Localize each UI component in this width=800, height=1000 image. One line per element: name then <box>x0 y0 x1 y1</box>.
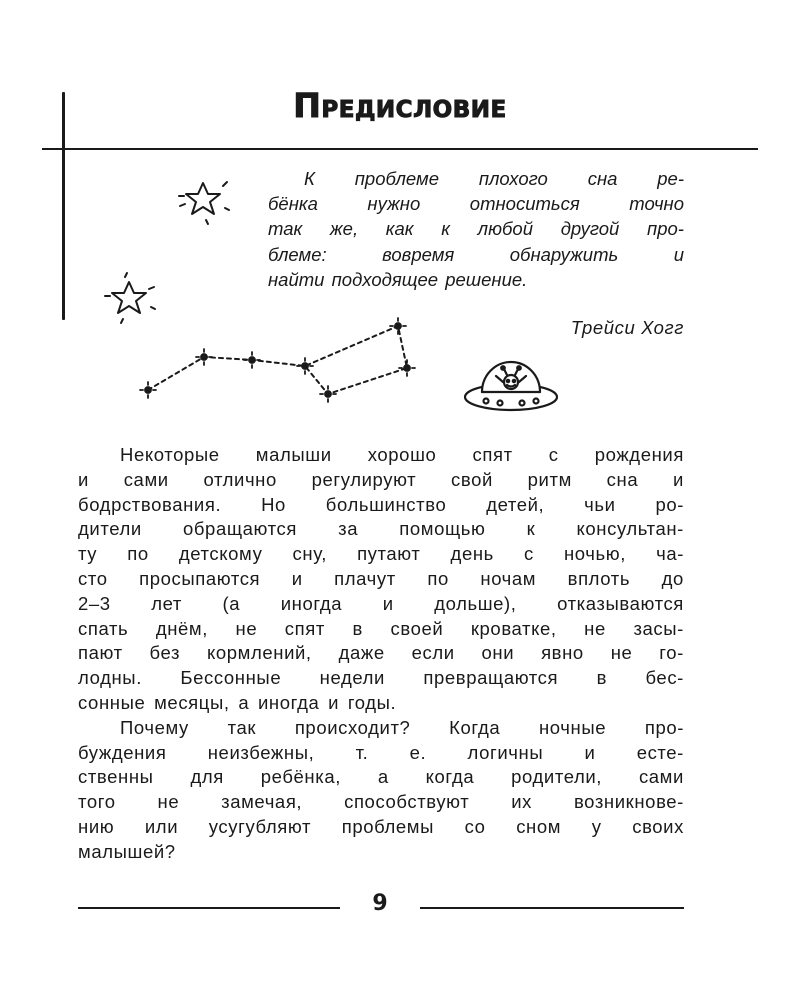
word: консультан- <box>576 518 684 540</box>
ufo-icon <box>465 362 557 410</box>
word: чьи <box>584 493 616 515</box>
word: иногда <box>280 592 343 614</box>
epigraph-line <box>268 242 684 267</box>
body-line <box>78 765 684 790</box>
word: спать <box>78 617 129 639</box>
word: по <box>127 543 149 565</box>
word: за <box>338 518 359 540</box>
word: малышей? <box>78 840 176 862</box>
word: обращаются <box>182 518 297 540</box>
word: день <box>450 543 494 565</box>
epigraph-line <box>268 191 684 216</box>
word: точно <box>629 193 684 215</box>
word: или <box>144 815 179 837</box>
body-line <box>78 641 684 666</box>
word: не <box>235 617 258 639</box>
word: другой <box>560 218 620 240</box>
word: до <box>661 567 684 589</box>
word: у <box>591 815 602 837</box>
word: возникнове- <box>573 791 684 813</box>
word: и <box>78 468 89 490</box>
word: неизбежны, <box>207 741 315 763</box>
word: свой <box>451 468 493 490</box>
word: их <box>511 791 533 813</box>
word: и <box>584 741 596 763</box>
word: не <box>157 791 180 813</box>
star-icon <box>179 182 229 224</box>
word: проблеме <box>354 168 439 189</box>
word: есте- <box>636 741 684 763</box>
word: же, <box>329 218 359 240</box>
word: ре- <box>657 168 684 189</box>
word: Но <box>261 493 286 515</box>
word: кроватке, <box>470 617 557 639</box>
word: любой <box>477 218 534 240</box>
word: сном <box>516 815 562 837</box>
word: в <box>352 617 363 639</box>
word: когда <box>425 766 475 788</box>
word: и <box>673 243 684 265</box>
word: 2–3 <box>78 592 111 614</box>
word: и <box>291 567 303 589</box>
word: без <box>149 642 181 664</box>
word: Почему <box>120 716 189 738</box>
epigraph-author: Трейси Хогг <box>570 317 684 338</box>
word: недели <box>319 667 385 689</box>
body-line <box>78 567 684 592</box>
word: Бессонные <box>180 667 282 689</box>
word: дители <box>78 518 142 540</box>
word: про- <box>644 716 684 738</box>
word: нию <box>78 815 115 837</box>
word: своей <box>390 617 444 639</box>
star-icon <box>105 273 155 323</box>
word: сонные месяцы, а иногда и годы. <box>78 691 397 713</box>
word: явно <box>541 642 584 664</box>
word: превращаются <box>423 667 559 689</box>
word: усугубляют <box>208 815 312 837</box>
word: если <box>411 642 455 664</box>
word: детскому <box>178 543 263 565</box>
word: ребёнка, <box>260 766 341 788</box>
word: лодны. <box>78 667 142 689</box>
word: и <box>672 468 684 490</box>
word: бес- <box>645 667 684 689</box>
word: т. <box>355 741 369 763</box>
word: к <box>526 518 536 540</box>
body-line <box>78 542 684 567</box>
word: Некоторые <box>120 444 220 465</box>
word: того <box>78 791 116 813</box>
word: (а <box>222 592 241 614</box>
word: бёнка <box>268 193 318 215</box>
word: со <box>464 815 486 837</box>
word: относиться <box>469 193 580 215</box>
word: нужно <box>367 193 421 215</box>
word: спят <box>472 444 513 465</box>
word: го- <box>659 642 684 664</box>
word: не <box>610 642 633 664</box>
word: дольше), <box>434 592 517 614</box>
body-line <box>78 666 684 691</box>
word: так <box>227 716 257 738</box>
word: буждения <box>78 741 167 763</box>
word: лет <box>151 592 182 614</box>
constellation-stars <box>140 318 415 402</box>
word: помощью <box>399 518 486 540</box>
footer-rule-right <box>420 907 684 909</box>
word: К <box>304 168 315 189</box>
word: путают <box>357 543 421 565</box>
word: пают <box>78 642 123 664</box>
word: родители, <box>511 766 603 788</box>
word: к <box>441 218 450 240</box>
word: они <box>481 642 515 664</box>
word: логичны <box>467 741 544 763</box>
body-line <box>78 691 684 716</box>
word: кормлений, <box>206 642 312 664</box>
word: ночью, <box>563 543 626 565</box>
word: как <box>385 218 414 240</box>
word: ро- <box>655 493 684 515</box>
word: бодрствования. <box>78 493 222 515</box>
body-text <box>78 443 684 865</box>
word: ча- <box>656 543 684 565</box>
word: ночам <box>480 567 537 589</box>
word: вовремя <box>382 243 455 265</box>
word: засы- <box>633 617 684 639</box>
page-number: 9 <box>372 891 388 916</box>
word: сна <box>587 168 618 189</box>
word: проблемы <box>341 815 434 837</box>
word: вплоть <box>567 567 631 589</box>
word: так <box>268 218 303 240</box>
word: ночные <box>538 716 607 738</box>
word: найти подходящее решение. <box>268 268 528 290</box>
word: с <box>548 444 559 465</box>
body-line <box>78 790 684 815</box>
word: хорошо <box>367 444 437 465</box>
epigraph-line <box>268 267 684 292</box>
word: спят <box>284 617 325 639</box>
word: а <box>377 766 389 788</box>
body-line <box>78 617 684 642</box>
word: ритм <box>527 468 572 490</box>
word: сна <box>606 468 639 490</box>
footer-rule-left <box>78 907 340 909</box>
word: большинство <box>325 493 447 515</box>
word: Когда <box>449 716 501 738</box>
word: рождения <box>594 444 684 465</box>
constellation-icon <box>148 326 407 394</box>
body-line <box>78 468 684 493</box>
epigraph-line <box>268 166 684 191</box>
word: плачут <box>334 567 396 589</box>
word: с <box>524 543 534 565</box>
word: своих <box>632 815 684 837</box>
body-line <box>78 493 684 518</box>
word: способствуют <box>344 791 470 813</box>
word: регулируют <box>311 468 417 490</box>
word: сами <box>123 468 169 490</box>
word: обнаружить <box>509 243 619 265</box>
word: малыши <box>255 444 332 465</box>
body-line <box>78 716 684 741</box>
body-line <box>78 741 684 766</box>
body-line <box>78 815 684 840</box>
word: происходит? <box>294 716 411 738</box>
word: про- <box>647 218 684 240</box>
word: ту <box>78 543 98 565</box>
word: сто <box>78 567 108 589</box>
word: плохого <box>478 168 548 189</box>
word: отказываются <box>557 592 684 614</box>
word: сами <box>638 766 684 788</box>
word: для <box>190 766 224 788</box>
body-line <box>78 517 684 542</box>
body-line <box>78 592 684 617</box>
epigraph <box>268 166 684 292</box>
word: детей, <box>486 493 545 515</box>
word: не <box>584 617 606 639</box>
word: отлично <box>203 468 277 490</box>
body-line <box>78 443 684 468</box>
word: днём, <box>155 617 208 639</box>
word: замечая, <box>221 791 303 813</box>
body-line <box>78 840 684 865</box>
word: ственны <box>78 766 154 788</box>
word: просыпаются <box>139 567 261 589</box>
epigraph-line <box>268 216 684 241</box>
word: даже <box>338 642 385 664</box>
word: в <box>596 667 607 689</box>
page-title: Предисловие <box>293 86 507 125</box>
word: по <box>427 567 449 589</box>
word: сну, <box>292 543 327 565</box>
word: и <box>382 592 394 614</box>
word: е. <box>409 741 427 763</box>
word: блеме: <box>268 243 327 265</box>
